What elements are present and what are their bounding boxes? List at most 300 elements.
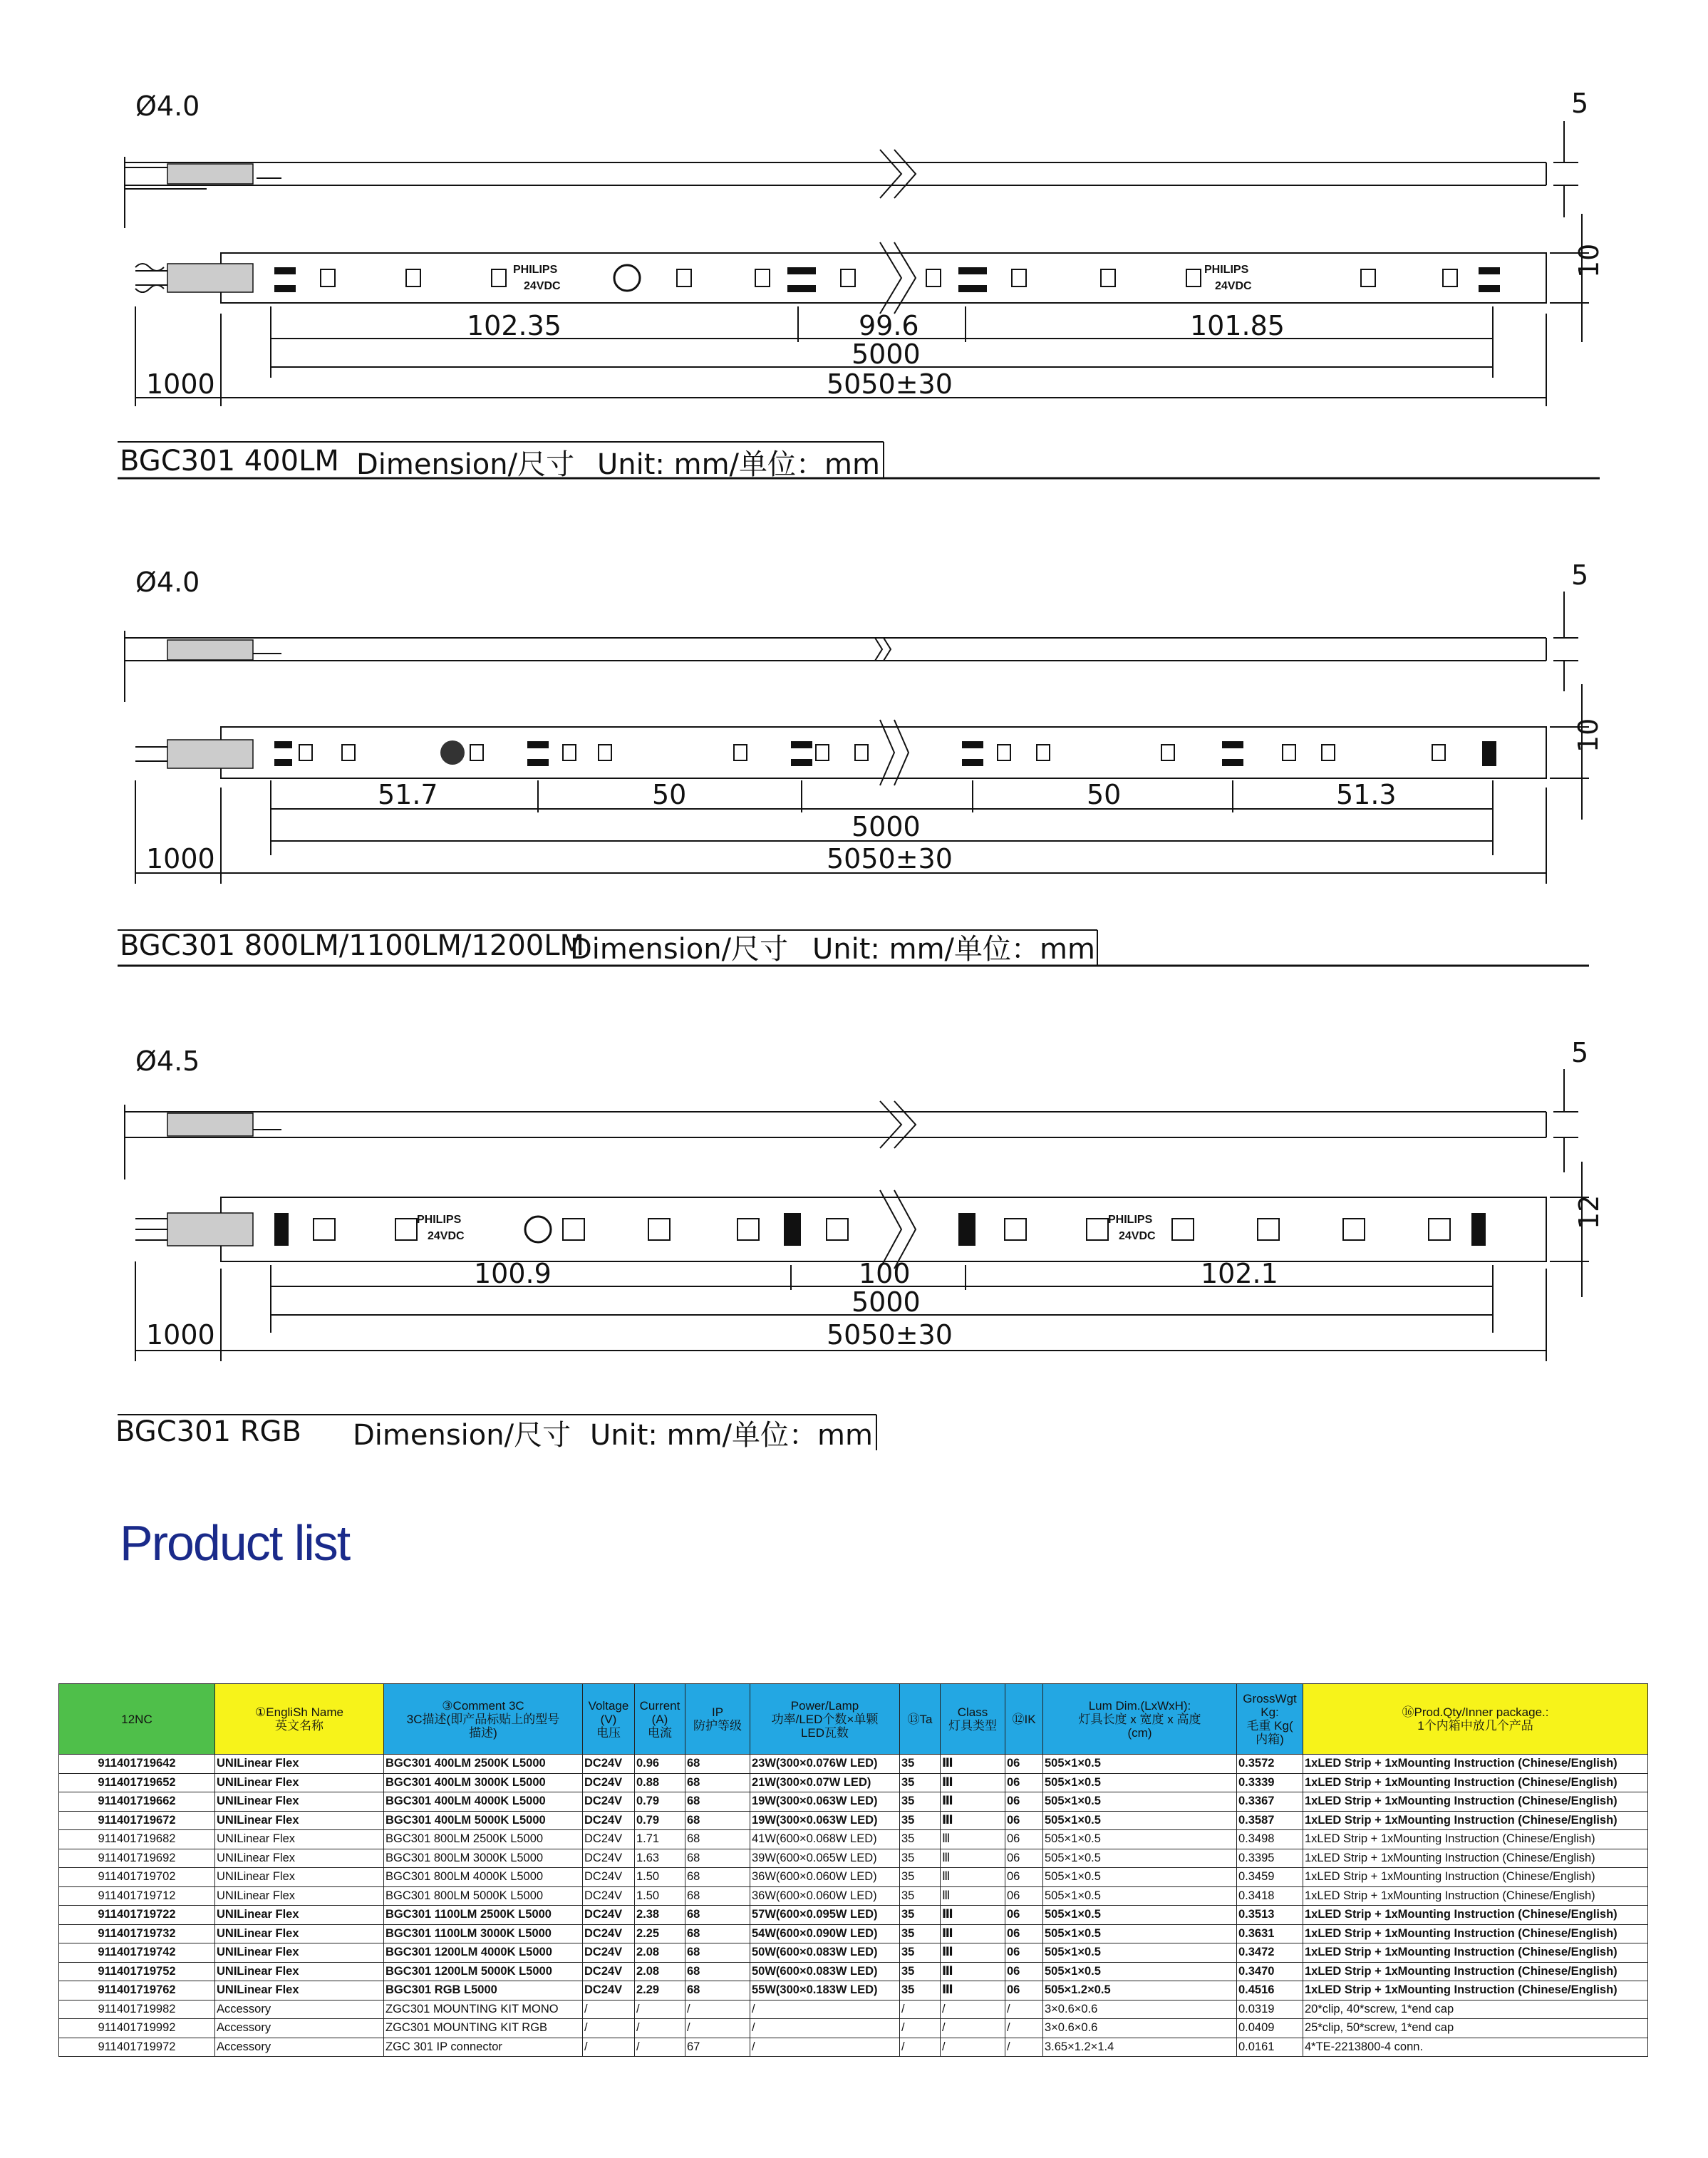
table-cell: Ⅲ bbox=[941, 1906, 1005, 1925]
table-cell: 911401719722 bbox=[59, 1906, 215, 1925]
table-cell: 68 bbox=[685, 1868, 750, 1887]
table-cell: 911401719702 bbox=[59, 1868, 215, 1887]
table-cell: 0.88 bbox=[635, 1773, 685, 1792]
table-cell: 06 bbox=[1005, 1868, 1043, 1887]
table-cell: 35 bbox=[900, 1773, 941, 1792]
table-cell: 1.71 bbox=[635, 1830, 685, 1849]
table-cell: 3×0.6×0.6 bbox=[1043, 2019, 1237, 2038]
table-cell: BGC301 800LM 2500K L5000 bbox=[384, 1830, 583, 1849]
column-header: ⑬Ta bbox=[900, 1684, 941, 1755]
drawing-400lm bbox=[0, 71, 1708, 485]
table-cell: 911401719732 bbox=[59, 1924, 215, 1943]
table-row bbox=[59, 1755, 1648, 1774]
certification-mark-icon-2 bbox=[440, 740, 465, 765]
table-cell: BGC301 1100LM 3000K L5000 bbox=[384, 1924, 583, 1943]
table-cell: 68 bbox=[685, 1773, 750, 1792]
table-cell: 19W(300×0.063W LED) bbox=[750, 1792, 900, 1812]
table-cell: 911401719742 bbox=[59, 1943, 215, 1963]
table-cell: UNILinear Flex bbox=[215, 1830, 384, 1849]
table-cell: BGC301 400LM 4000K L5000 bbox=[384, 1792, 583, 1812]
table-cell: 505×1×0.5 bbox=[1043, 1924, 1237, 1943]
table-cell: DC24V bbox=[583, 1773, 635, 1792]
table-cell: 35 bbox=[900, 1792, 941, 1812]
table-cell: 505×1×0.5 bbox=[1043, 1830, 1237, 1849]
unit-label-3: Unit: mm/单位：mm bbox=[590, 1419, 873, 1452]
strip-voltage-label: 24VDC bbox=[524, 280, 561, 292]
table-cell: 1xLED Strip + 1xMounting Instruction (Chinese/English) bbox=[1303, 1924, 1648, 1943]
table-cell: UNILinear Flex bbox=[215, 1868, 384, 1887]
table-cell: Ⅲ bbox=[941, 1962, 1005, 1981]
total-length-3: 5050±30 bbox=[827, 1319, 953, 1351]
table-cell: 68 bbox=[685, 1924, 750, 1943]
dimension-drawing-svg-2 bbox=[0, 549, 1708, 976]
dimension-label: Dimension/尺寸 bbox=[356, 448, 575, 481]
table-cell: / bbox=[941, 2019, 1005, 2038]
table-row bbox=[59, 1773, 1648, 1792]
table-cell: UNILinear Flex bbox=[215, 1943, 384, 1963]
table-cell: DC24V bbox=[583, 1868, 635, 1887]
table-cell: DC24V bbox=[583, 1849, 635, 1868]
table-cell: 0.3367 bbox=[1237, 1792, 1303, 1812]
table-cell: 68 bbox=[685, 1981, 750, 2000]
table-cell: 57W(600×0.095W LED) bbox=[750, 1906, 900, 1925]
section-title: Product list bbox=[120, 1515, 350, 1571]
table-cell: 505×1×0.5 bbox=[1043, 1792, 1237, 1812]
cable-sheath-3 bbox=[167, 1113, 253, 1136]
table-cell: 911401719752 bbox=[59, 1962, 215, 1981]
cable-length: 1000 bbox=[146, 368, 215, 400]
table-cell: UNILinear Flex bbox=[215, 1755, 384, 1774]
table-cell: Ⅲ bbox=[941, 1849, 1005, 1868]
cable-sheath bbox=[167, 164, 253, 184]
segment-dim-3-2: 50 bbox=[1087, 779, 1122, 810]
product-table-container bbox=[58, 1683, 1648, 2057]
table-cell: 505×1×0.5 bbox=[1043, 1755, 1237, 1774]
table-cell: 20*clip, 40*screw, 1*end cap bbox=[1303, 2000, 1648, 2019]
table-header-row bbox=[59, 1684, 1648, 1755]
table-cell: DC24V bbox=[583, 1906, 635, 1925]
table-cell: 68 bbox=[685, 1849, 750, 1868]
column-header: Voltage (V) 电压 bbox=[583, 1684, 635, 1755]
table-cell: 1xLED Strip + 1xMounting Instruction (Chinese/English) bbox=[1303, 1943, 1648, 1963]
table-cell: 1.50 bbox=[635, 1886, 685, 1906]
table-cell: / bbox=[1005, 2019, 1043, 2038]
cable-sheath-side-2 bbox=[167, 740, 253, 768]
table-cell: 68 bbox=[685, 1906, 750, 1925]
table-cell: 68 bbox=[685, 1886, 750, 1906]
table-cell: 68 bbox=[685, 1943, 750, 1963]
height-side: 10 bbox=[1573, 243, 1605, 278]
table-cell: Ⅲ bbox=[941, 1943, 1005, 1963]
segment-dim-2-3: 100 bbox=[859, 1258, 911, 1289]
table-cell: 0.3459 bbox=[1237, 1868, 1303, 1887]
column-header: 12NC bbox=[59, 1684, 215, 1755]
table-row bbox=[59, 1906, 1648, 1925]
table-cell: 35 bbox=[900, 1830, 941, 1849]
table-cell: 911401719672 bbox=[59, 1811, 215, 1830]
table-cell: 0.3572 bbox=[1237, 1755, 1303, 1774]
total-length: 5050±30 bbox=[827, 368, 953, 400]
table-body bbox=[59, 1755, 1648, 2057]
model-name-2: BGC301 800LM/1100LM/1200LM bbox=[120, 929, 585, 962]
table-cell: DC24V bbox=[583, 1755, 635, 1774]
height-side-2: 10 bbox=[1573, 718, 1604, 753]
table-cell: 1xLED Strip + 1xMounting Instruction (Chinese/English) bbox=[1303, 1886, 1648, 1906]
table-cell: 68 bbox=[685, 1755, 750, 1774]
table-cell: 1xLED Strip + 1xMounting Instruction (Chinese/English) bbox=[1303, 1849, 1648, 1868]
table-row bbox=[59, 1962, 1648, 1981]
table-cell: / bbox=[635, 2000, 685, 2019]
column-header: Lum Dim.(LxWxH): 灯具长度 x 宽度 x 高度 (cm) bbox=[1043, 1684, 1237, 1755]
table-cell: 1xLED Strip + 1xMounting Instruction (Chinese/English) bbox=[1303, 1962, 1648, 1981]
table-cell: UNILinear Flex bbox=[215, 1773, 384, 1792]
cable-sheath-side bbox=[167, 264, 253, 292]
table-cell: 4*TE-2213800-4 conn. bbox=[1303, 2038, 1648, 2057]
table-cell: BGC301 1200LM 4000K L5000 bbox=[384, 1943, 583, 1963]
table-cell: 25*clip, 50*screw, 1*end cap bbox=[1303, 2019, 1648, 2038]
table-cell: 911401719762 bbox=[59, 1981, 215, 2000]
table-cell: 19W(300×0.063W LED) bbox=[750, 1811, 900, 1830]
table-cell: 0.0161 bbox=[1237, 2038, 1303, 2057]
table-cell: 0.3395 bbox=[1237, 1849, 1303, 1868]
dimension-drawing-svg-3 bbox=[0, 1026, 1708, 1454]
table-cell: BGC301 800LM 5000K L5000 bbox=[384, 1886, 583, 1906]
height-top-2: 5 bbox=[1571, 559, 1589, 591]
segment-dim-2-2: 50 bbox=[652, 779, 687, 810]
segment-dim-1-3: 100.9 bbox=[474, 1258, 552, 1289]
segment-dim-3-3: 102.1 bbox=[1201, 1258, 1278, 1289]
table-cell: 35 bbox=[900, 1811, 941, 1830]
table-cell: 505×1×0.5 bbox=[1043, 1868, 1237, 1887]
table-cell: ZGC301 MOUNTING KIT RGB bbox=[384, 2019, 583, 2038]
table-cell: / bbox=[635, 2019, 685, 2038]
table-cell: 06 bbox=[1005, 1773, 1043, 1792]
column-header: ①EngliSh Name 英文名称 bbox=[215, 1684, 384, 1755]
led-chips-3 bbox=[314, 1219, 1450, 1240]
table-row bbox=[59, 1943, 1648, 1963]
dimension-label-3: Dimension/尺寸 bbox=[353, 1419, 571, 1452]
drawing-800lm bbox=[0, 549, 1708, 976]
table-cell: 0.0409 bbox=[1237, 2019, 1303, 2038]
table-cell: 41W(600×0.068W LED) bbox=[750, 1830, 900, 1849]
table-cell: 55W(300×0.183W LED) bbox=[750, 1981, 900, 2000]
table-cell: BGC301 400LM 3000K L5000 bbox=[384, 1773, 583, 1792]
table-cell: Accessory bbox=[215, 2019, 384, 2038]
table-cell: Ⅲ bbox=[941, 1886, 1005, 1906]
table-cell: / bbox=[941, 2038, 1005, 2057]
table-cell: 06 bbox=[1005, 1906, 1043, 1925]
table-cell: / bbox=[583, 2000, 635, 2019]
table-cell: 68 bbox=[685, 1792, 750, 1812]
overall-length-2: 5000 bbox=[852, 811, 921, 842]
table-cell: 505×1×0.5 bbox=[1043, 1886, 1237, 1906]
cable-length-2: 1000 bbox=[146, 843, 215, 874]
table-cell: 68 bbox=[685, 1830, 750, 1849]
certification-mark-icon-3 bbox=[525, 1217, 551, 1242]
table-cell: 0.3498 bbox=[1237, 1830, 1303, 1849]
table-cell: BGC301 400LM 5000K L5000 bbox=[384, 1811, 583, 1830]
table-cell: 505×1×0.5 bbox=[1043, 1849, 1237, 1868]
table-cell: 06 bbox=[1005, 1924, 1043, 1943]
table-cell: 06 bbox=[1005, 1943, 1043, 1963]
column-header: ⑫IK bbox=[1005, 1684, 1043, 1755]
table-row bbox=[59, 2038, 1648, 2057]
table-cell: UNILinear Flex bbox=[215, 1849, 384, 1868]
table-cell: BGC301 400LM 2500K L5000 bbox=[384, 1755, 583, 1774]
table-cell: 35 bbox=[900, 1924, 941, 1943]
segment-dim-4-2: 51.3 bbox=[1336, 779, 1397, 810]
table-cell: ZGC 301 IP connector bbox=[384, 2038, 583, 2057]
segment-dim-3: 101.85 bbox=[1190, 310, 1285, 341]
table-cell: 06 bbox=[1005, 1962, 1043, 1981]
table-cell: 68 bbox=[685, 1811, 750, 1830]
table-cell: 0.3513 bbox=[1237, 1906, 1303, 1925]
segment-dim-2: 99.6 bbox=[859, 310, 919, 341]
column-header: ③Comment 3C 3C描述(即产品标贴上的型号 描述) bbox=[384, 1684, 583, 1755]
strip-brand-label: PHILIPS bbox=[513, 264, 558, 276]
table-cell: 0.4516 bbox=[1237, 1981, 1303, 2000]
table-cell: 36W(600×0.060W LED) bbox=[750, 1868, 900, 1887]
table-cell: UNILinear Flex bbox=[215, 1981, 384, 2000]
table-cell: 505×1×0.5 bbox=[1043, 1773, 1237, 1792]
table-cell: DC24V bbox=[583, 1962, 635, 1981]
overall-length-3: 5000 bbox=[852, 1286, 921, 1318]
table-cell: 35 bbox=[900, 1943, 941, 1963]
table-cell: 1xLED Strip + 1xMounting Instruction (Chinese/English) bbox=[1303, 1792, 1648, 1812]
table-cell: 68 bbox=[685, 1962, 750, 1981]
strip-voltage-label-3b: 24VDC bbox=[1119, 1230, 1156, 1242]
column-header: IP 防护等级 bbox=[685, 1684, 750, 1755]
table-cell: 2.38 bbox=[635, 1906, 685, 1925]
table-cell: 911401719712 bbox=[59, 1886, 215, 1906]
unit-label: Unit: mm/单位：mm bbox=[597, 448, 880, 481]
table-cell: DC24V bbox=[583, 1792, 635, 1812]
height-top: 5 bbox=[1571, 88, 1589, 119]
table-cell: / bbox=[685, 2000, 750, 2019]
cable-sheath-2 bbox=[167, 640, 253, 660]
table-cell: UNILinear Flex bbox=[215, 1906, 384, 1925]
table-cell: UNILinear Flex bbox=[215, 1962, 384, 1981]
table-cell: / bbox=[1005, 2038, 1043, 2057]
strip-brand-label-3: PHILIPS bbox=[417, 1214, 462, 1226]
table-cell: Accessory bbox=[215, 2038, 384, 2057]
table-cell: 911401719652 bbox=[59, 1773, 215, 1792]
table-cell: 0.79 bbox=[635, 1792, 685, 1812]
table-cell: / bbox=[1005, 2000, 1043, 2019]
table-row bbox=[59, 2000, 1648, 2019]
table-cell: BGC301 RGB L5000 bbox=[384, 1981, 583, 2000]
table-cell: 3×0.6×0.6 bbox=[1043, 2000, 1237, 2019]
solder-pads bbox=[274, 267, 1500, 292]
overall-length: 5000 bbox=[852, 339, 921, 370]
table-cell: 1.63 bbox=[635, 1849, 685, 1868]
drawing-rgb bbox=[0, 1026, 1708, 1454]
table-cell: / bbox=[685, 2019, 750, 2038]
table-cell: BGC301 800LM 3000K L5000 bbox=[384, 1849, 583, 1868]
model-name: BGC301 400LM bbox=[120, 445, 339, 477]
strip-voltage-label-2: 24VDC bbox=[1215, 280, 1252, 292]
table-cell: 54W(600×0.090W LED) bbox=[750, 1924, 900, 1943]
table-cell: Ⅲ bbox=[941, 1830, 1005, 1849]
table-cell: 50W(600×0.083W LED) bbox=[750, 1943, 900, 1963]
table-cell: 911401719642 bbox=[59, 1755, 215, 1774]
unit-label-2: Unit: mm/单位：mm bbox=[812, 933, 1095, 966]
table-cell: 39W(600×0.065W LED) bbox=[750, 1849, 900, 1868]
product-table bbox=[58, 1683, 1648, 2057]
table-cell: 0.3418 bbox=[1237, 1886, 1303, 1906]
cable-length-3: 1000 bbox=[146, 1319, 215, 1351]
table-row bbox=[59, 2019, 1648, 2038]
table-row bbox=[59, 1886, 1648, 1906]
table-cell: / bbox=[750, 2038, 900, 2057]
table-cell: 35 bbox=[900, 1981, 941, 2000]
table-cell: DC24V bbox=[583, 1981, 635, 2000]
table-cell: 911401719692 bbox=[59, 1849, 215, 1868]
table-cell: 67 bbox=[685, 2038, 750, 2057]
strip-voltage-label-3: 24VDC bbox=[428, 1230, 465, 1242]
table-cell: 1xLED Strip + 1xMounting Instruction (Chinese/English) bbox=[1303, 1773, 1648, 1792]
table-cell: 35 bbox=[900, 1849, 941, 1868]
table-cell: UNILinear Flex bbox=[215, 1886, 384, 1906]
table-cell: 0.3470 bbox=[1237, 1962, 1303, 1981]
table-cell: Ⅲ bbox=[941, 1792, 1005, 1812]
table-row bbox=[59, 1868, 1648, 1887]
table-cell: 0.3472 bbox=[1237, 1943, 1303, 1963]
table-cell: / bbox=[750, 2019, 900, 2038]
table-cell: UNILinear Flex bbox=[215, 1792, 384, 1812]
table-cell: 0.3631 bbox=[1237, 1924, 1303, 1943]
table-row bbox=[59, 1924, 1648, 1943]
table-cell: 911401719682 bbox=[59, 1830, 215, 1849]
table-cell: 1xLED Strip + 1xMounting Instruction (Chinese/English) bbox=[1303, 1868, 1648, 1887]
table-cell: Accessory bbox=[215, 2000, 384, 2019]
table-cell: / bbox=[583, 2038, 635, 2057]
table-cell: 35 bbox=[900, 1906, 941, 1925]
table-cell: 06 bbox=[1005, 1886, 1043, 1906]
table-cell: 911401719982 bbox=[59, 2000, 215, 2019]
table-cell: 06 bbox=[1005, 1755, 1043, 1774]
table-cell: 505×1×0.5 bbox=[1043, 1962, 1237, 1981]
table-cell: 505×1×0.5 bbox=[1043, 1906, 1237, 1925]
table-cell: 2.08 bbox=[635, 1962, 685, 1981]
table-cell: 505×1×0.5 bbox=[1043, 1943, 1237, 1963]
led-chips bbox=[321, 269, 1457, 286]
table-cell: 35 bbox=[900, 1962, 941, 1981]
column-header: Current (A) 电流 bbox=[635, 1684, 685, 1755]
table-cell: 1xLED Strip + 1xMounting Instruction (Chinese/English) bbox=[1303, 1755, 1648, 1774]
table-row bbox=[59, 1792, 1648, 1812]
table-cell: / bbox=[900, 2038, 941, 2057]
table-cell: 06 bbox=[1005, 1830, 1043, 1849]
table-cell: Ⅲ bbox=[941, 1981, 1005, 2000]
table-cell: 0.3339 bbox=[1237, 1773, 1303, 1792]
dimension-drawing-svg bbox=[0, 71, 1708, 485]
table-cell: 1xLED Strip + 1xMounting Instruction (Chinese/English) bbox=[1303, 1811, 1648, 1830]
led-chips-2 bbox=[299, 745, 1445, 760]
table-cell: 0.0319 bbox=[1237, 2000, 1303, 2019]
table-cell: 06 bbox=[1005, 1792, 1043, 1812]
strip-brand-label-2: PHILIPS bbox=[1204, 264, 1249, 276]
table-cell: 3.65×1.2×1.4 bbox=[1043, 2038, 1237, 2057]
table-cell: 23W(300×0.076W LED) bbox=[750, 1755, 900, 1774]
table-row bbox=[59, 1849, 1648, 1868]
table-cell: Ⅲ bbox=[941, 1773, 1005, 1792]
column-header: ⑯Prod.Qty/Inner package.: 1个内箱中放几个产品 bbox=[1303, 1684, 1648, 1755]
table-row bbox=[59, 1811, 1648, 1830]
strip-brand-label-3b: PHILIPS bbox=[1108, 1214, 1153, 1226]
table-cell: 1xLED Strip + 1xMounting Instruction (Chinese/English) bbox=[1303, 1906, 1648, 1925]
table-cell: 505×1×0.5 bbox=[1043, 1811, 1237, 1830]
table-cell: 0.3587 bbox=[1237, 1811, 1303, 1830]
table-cell: 36W(600×0.060W LED) bbox=[750, 1886, 900, 1906]
table-cell: 35 bbox=[900, 1755, 941, 1774]
model-name-3: BGC301 RGB bbox=[115, 1415, 301, 1448]
table-cell: DC24V bbox=[583, 1943, 635, 1963]
total-length-2: 5050±30 bbox=[827, 843, 953, 874]
table-cell: Ⅲ bbox=[941, 1811, 1005, 1830]
table-cell: 35 bbox=[900, 1868, 941, 1887]
table-cell: / bbox=[900, 2000, 941, 2019]
height-top-3: 5 bbox=[1571, 1037, 1589, 1068]
cable-diameter-3: Ø4.5 bbox=[135, 1046, 200, 1077]
table-cell: 06 bbox=[1005, 1981, 1043, 2000]
table-cell: Ⅲ bbox=[941, 1755, 1005, 1774]
table-cell: 21W(300×0.07W LED) bbox=[750, 1773, 900, 1792]
table-cell: 35 bbox=[900, 1886, 941, 1906]
segment-dim-1-2: 51.7 bbox=[378, 779, 438, 810]
table-cell: 06 bbox=[1005, 1849, 1043, 1868]
table-cell: 505×1.2×0.5 bbox=[1043, 1981, 1237, 2000]
table-cell: 06 bbox=[1005, 1811, 1043, 1830]
table-cell: 1xLED Strip + 1xMounting Instruction (Chinese/English) bbox=[1303, 1830, 1648, 1849]
table-cell: / bbox=[941, 2000, 1005, 2019]
cable-diameter-2: Ø4.0 bbox=[135, 567, 200, 598]
table-cell: 2.25 bbox=[635, 1924, 685, 1943]
cable-sheath-side-3 bbox=[167, 1213, 253, 1246]
table-cell: ZGC301 MOUNTING KIT MONO bbox=[384, 2000, 583, 2019]
table-cell: Ⅲ bbox=[941, 1868, 1005, 1887]
table-cell: BGC301 1200LM 5000K L5000 bbox=[384, 1962, 583, 1981]
table-cell: 2.08 bbox=[635, 1943, 685, 1963]
table-cell: DC24V bbox=[583, 1811, 635, 1830]
certification-mark-icon bbox=[614, 265, 640, 291]
column-header: Class 灯具类型 bbox=[941, 1684, 1005, 1755]
table-cell: 911401719662 bbox=[59, 1792, 215, 1812]
column-header: Power/Lamp 功率/LED个数×单颗 LED瓦数 bbox=[750, 1684, 900, 1755]
table-cell: 2.29 bbox=[635, 1981, 685, 2000]
table-cell: 50W(600×0.083W LED) bbox=[750, 1962, 900, 1981]
column-header: GrossWgt Kg: 毛重 Kg( 内箱) bbox=[1237, 1684, 1303, 1755]
table-cell: / bbox=[635, 2038, 685, 2057]
segment-dim-1: 102.35 bbox=[467, 310, 561, 341]
table-row bbox=[59, 1981, 1648, 2000]
table-cell: DC24V bbox=[583, 1924, 635, 1943]
cable-diameter: Ø4.0 bbox=[135, 91, 200, 122]
table-cell: BGC301 800LM 4000K L5000 bbox=[384, 1868, 583, 1887]
table-row bbox=[59, 1830, 1648, 1849]
table-cell: / bbox=[750, 2000, 900, 2019]
table-cell: 1xLED Strip + 1xMounting Instruction (Chinese/English) bbox=[1303, 1981, 1648, 2000]
height-side-3: 12 bbox=[1573, 1194, 1605, 1229]
dimension-label-2: Dimension/尺寸 bbox=[570, 933, 789, 966]
table-cell: 0.79 bbox=[635, 1811, 685, 1830]
table-cell: 911401719972 bbox=[59, 2038, 215, 2057]
table-cell: BGC301 1100LM 2500K L5000 bbox=[384, 1906, 583, 1925]
table-cell: / bbox=[583, 2019, 635, 2038]
table-cell: DC24V bbox=[583, 1886, 635, 1906]
table-cell: / bbox=[900, 2019, 941, 2038]
table-cell: 1.50 bbox=[635, 1868, 685, 1887]
